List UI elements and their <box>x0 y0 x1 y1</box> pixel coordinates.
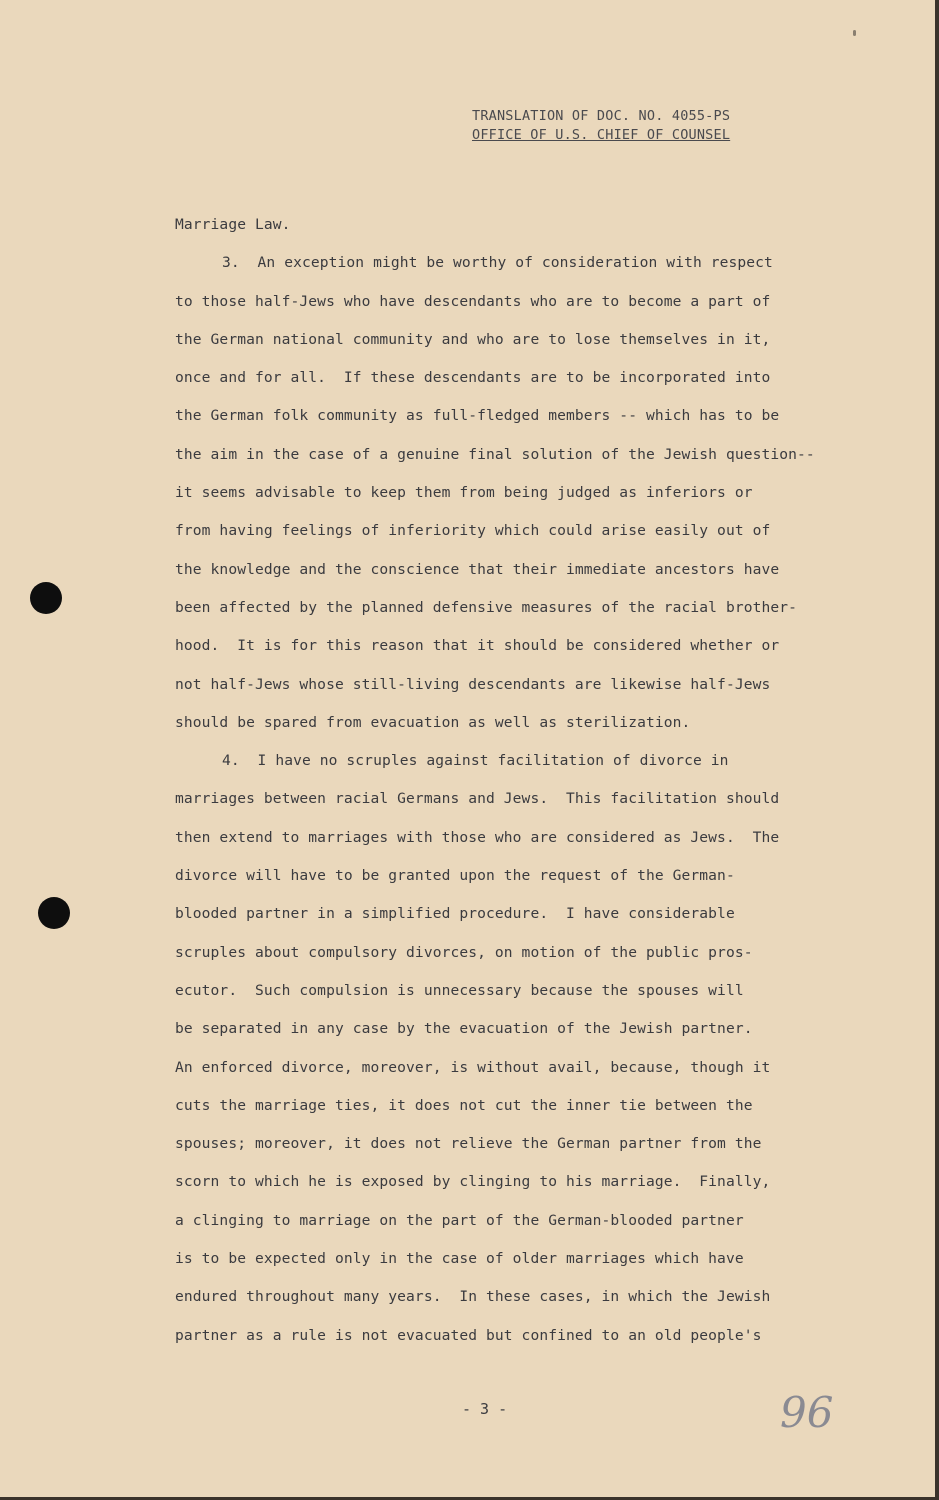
paragraph-3-line: it seems advisable to keep them from being judged as inferiors or <box>175 484 753 502</box>
handwritten-page-number: 96 <box>780 1388 834 1437</box>
paragraph-4-line: endured throughout many years. In these cases, in which the Jewish <box>175 1288 771 1306</box>
paragraph-4-line: An enforced divorce, moreover, is without avail, because, though it <box>175 1058 771 1076</box>
paragraph-4-line: 4. I have no scruples against facilitation of divorce in <box>222 752 729 770</box>
paragraph-4-line: blooded partner in a simplified procedure. I have considerable <box>175 905 735 923</box>
paragraph-4-line: partner as a rule is not evacuated but confined to an old people's <box>175 1326 762 1344</box>
paper-speck <box>853 30 856 36</box>
paragraph-3-line: hood. It is for this reason that it should be considered whether or <box>175 637 780 655</box>
paragraph-4-line: then extend to marriages with those who are considered as Jews. The <box>175 828 780 846</box>
paragraph-4-line: scruples about compulsory divorces, on motion of the public pros- <box>175 943 753 961</box>
paragraph-3-line: the German folk community as full-fledged members -- which has to be <box>175 407 780 425</box>
document-header <box>472 107 730 145</box>
paragraph-4-line: a clinging to marriage on the part of the German-blooded partner <box>175 1211 744 1229</box>
paragraph-4-line: be separated in any case by the evacuation of the Jewish partner. <box>175 1020 753 1038</box>
paragraph-4-line: ecutor. Such compulsion is unnecessary because the spouses will <box>175 981 744 999</box>
paragraph-3-line: the knowledge and the conscience that their immediate ancestors have <box>175 560 780 578</box>
paragraph-3-line: 3. An exception might be worthy of consideration with respect <box>222 254 773 272</box>
paragraph-4-line: divorce will have to be granted upon the request of the German- <box>175 867 735 885</box>
page-number: - 3 - <box>462 1400 508 1418</box>
punch-hole-upper <box>30 582 62 614</box>
paragraph-4-line: cuts the marriage ties, it does not cut the inner tie between the <box>175 1096 753 1114</box>
header-office-line: OFFICE OF U.S. CHIEF OF COUNSEL <box>472 127 731 143</box>
paragraph-3-line: the aim in the case of a genuine final solution of the Jewish question-- <box>175 445 815 463</box>
paragraph-4-line: marriages between racial Germans and Jews. This facilitation should <box>175 790 780 808</box>
paragraph-3-line: been affected by the planned defensive measures of the racial brother- <box>175 598 798 616</box>
paragraph-4-line: spouses; moreover, it does not relieve the German partner from the <box>175 1135 762 1153</box>
paragraph-4-line: scorn to which he is exposed by clinging to his marriage. Finally, <box>175 1173 771 1191</box>
paragraph-4-line: is to be expected only in the case of older marriages which have <box>175 1250 744 1268</box>
section-heading: Marriage Law. <box>175 216 291 233</box>
header-translation-line: TRANSLATION OF DOC. NO. 4055-PS <box>472 108 731 124</box>
paragraph-3-line: from having feelings of inferiority which could arise easily out of <box>175 522 771 540</box>
paragraph-3-line: to those half-Jews who have descendants who are to become a part of <box>175 292 771 310</box>
paragraph-3-line: not half-Jews whose still-living descendants are likewise half-Jews <box>175 675 771 693</box>
document-body <box>175 206 855 1355</box>
paragraph-3-line: once and for all. If these descendants are to be incorporated into <box>175 369 771 387</box>
paragraph-3-line: the German national community and who are to lose themselves in it, <box>175 330 771 348</box>
punch-hole-lower <box>38 897 70 929</box>
paragraph-3-line: should be spared from evacuation as well as sterilization. <box>175 713 691 731</box>
